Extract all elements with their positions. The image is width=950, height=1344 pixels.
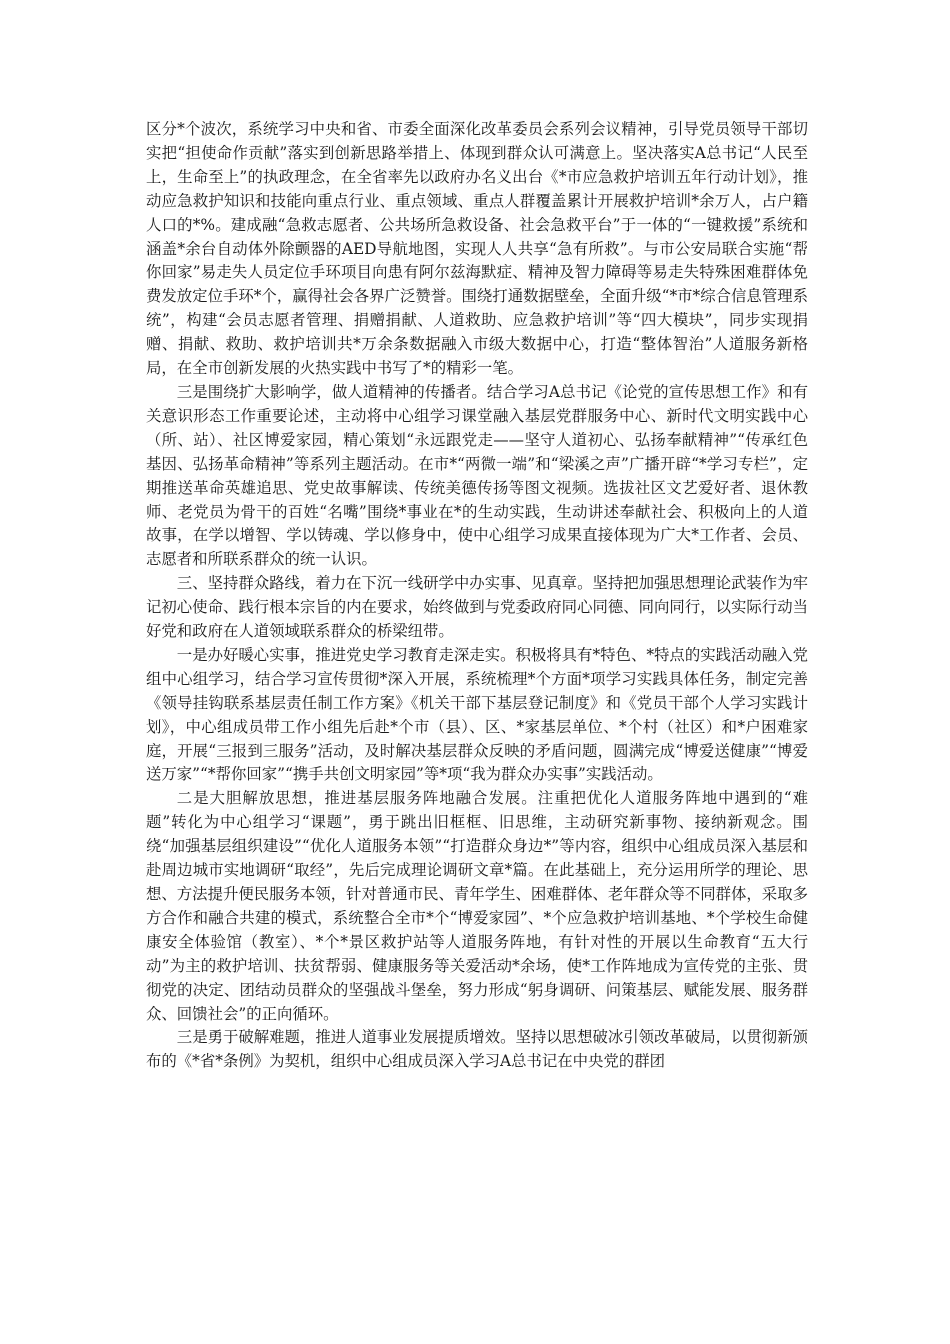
paragraph-6: 三是勇于破解难题，推进人道事业发展提质增效。坚持以思想破冰引领改革破局，以贯彻新颁布的《*省*条例》为契机，组织中心组成员深入学习A总书记在中央党的群团 (146, 1028, 808, 1071)
paragraph-1: 区分*个波次，系统学习中央和省、市委全面深化改革委员会系列会议精神，引导党员领导干部切实把“担使命作贡献”落实到创新思路举措上、体现到群众认可满意上。坚决落实A总书记“人民至上，生命至上”的执政理念，在全省率先以政府办名义出台《*市应急救护培训五年行动计划》，推动应急救护知识和技能向重点行业、重点领域、重点人群覆盖累计开展救护培训*余万人，占户籍人口的*%。建成融“急救志愿者、公共场所急救设备、社会急救平台”于一体的“一键救援”系统和涵盖*余台自动体外除颤器的AED导航地图，实现人人共享“急有所救”。与市公安局联合实施“帮你回家”易走失人员定位手环项目向患有阿尔兹海默症、精神及智力障碍等易走失特殊困难群体免费发放定位手环*个，赢得社会各界广泛赞誉。围绕打通数据壁垒，全面升级“*市*综合信息管理系统”，构建“会员志愿者管理、捐赠捐献、人道救助、应急救护培训”等“四大模块”，同步实现捐赠、捐献、救助、救护培训共*万余条数据融入市级大数据中心，打造“整体智治”人道服务新格局，在全市创新发展的火热实践中书写了*的精彩一笔。 (146, 120, 808, 378)
document-page (146, 118, 808, 1074)
paragraph-5: 二是大胆解放思想，推进基层服务阵地融合发展。注重把优化人道服务阵地中遇到的“难题”转化为中心组学习“课题”，勇于跳出旧框框、旧思维，主动研究新事物、接纳新观念。围绕“加强基层组织建设”“优化人道服务本领”“打造群众身边*”等内容，组织中心组成员深入基层和赴周边城市实地调研“取经”，先后完成理论调研文章*篇。在此基础上，充分运用所学的理论、思想、方法提升便民服务本领，针对普通市民、青年学生、困难群体、老年群众等不同群体，采取多方合作和融合共建的模式，系统整合全市*个“博爱家园”、*个应急救护培训基地、*个学校生命健康安全体验馆（教室）、*个*景区救护站等人道服务阵地，有针对性的开展以生命教育“五大行动”为主的救护培训、扶贫帮弱、健康服务等关爱活动*余场，使*工作阵地成为宣传党的主张、贯彻党的决定、团结动员群众的坚强战斗堡垒，努力形成“躬身调研、问策基层、赋能发展、服务群众、回馈社会”的正向循环。 (146, 789, 808, 1023)
paragraph-4: 一是办好暖心实事，推进党史学习教育走深走实。积极将具有*特色、*特点的实践活动融入党组中心组学习，结合学习宣传贯彻*深入开展，系统梳理*个方面*项学习实践具体任务，制定完善《领导挂钩联系基层责任制工作方案》《机关干部下基层登记制度》和《党员干部个人学习实践计划》，中心组成员带工作小组先后赴*个市（县）、区、*家基层单位、*个村（社区）和*户困难家庭，开展“三报到三服务”活动，及时解决基层群众反映的矛盾问题，圆满完成“博爱送健康”“博爱送万家”“*帮你回家”“携手共创文明家园”等*项“我为群众办实事”实践活动。 (146, 645, 808, 784)
paragraph-2: 三是围绕扩大影响学，做人道精神的传播者。结合学习A总书记《论党的宣传思想工作》和有关意识形态工作重要论述，主动将中心组学习课堂融入基层党群服务中心、新时代文明实践中心（所、站）、社区博爱家园，精心策划“永远跟党走——坚守人道初心、弘扬奉献精神”“传承红色基因、弘扬革命精神”等系列主题活动。在市*“两微一端”和“梁溪之声”广播开辟“*学习专栏”，定期推送革命英雄追思、党史故事解读、传统美德传扬等图文视频。选拔社区文艺爱好者、退休教师、老党员为骨干的百姓“名嘴”围绕*事业在*的生动实践，生动讲述奉献社会、积极向上的人道故事，在学以增智、学以铸魂、学以修身中，使中心组学习成果直接体现为广大*工作者、会员、志愿者和所联系群众的统一认识。 (146, 382, 808, 569)
paragraph-3: 三、坚持群众路线，着力在下沉一线研学中办实事、见真章。坚持把加强思想理论武装作为牢记初心使命、践行根本宗旨的内在要求，始终做到与党委政府同心同德、同向同行，以实际行动当好党和政府在人道领域联系群众的桥梁纽带。 (146, 574, 808, 641)
